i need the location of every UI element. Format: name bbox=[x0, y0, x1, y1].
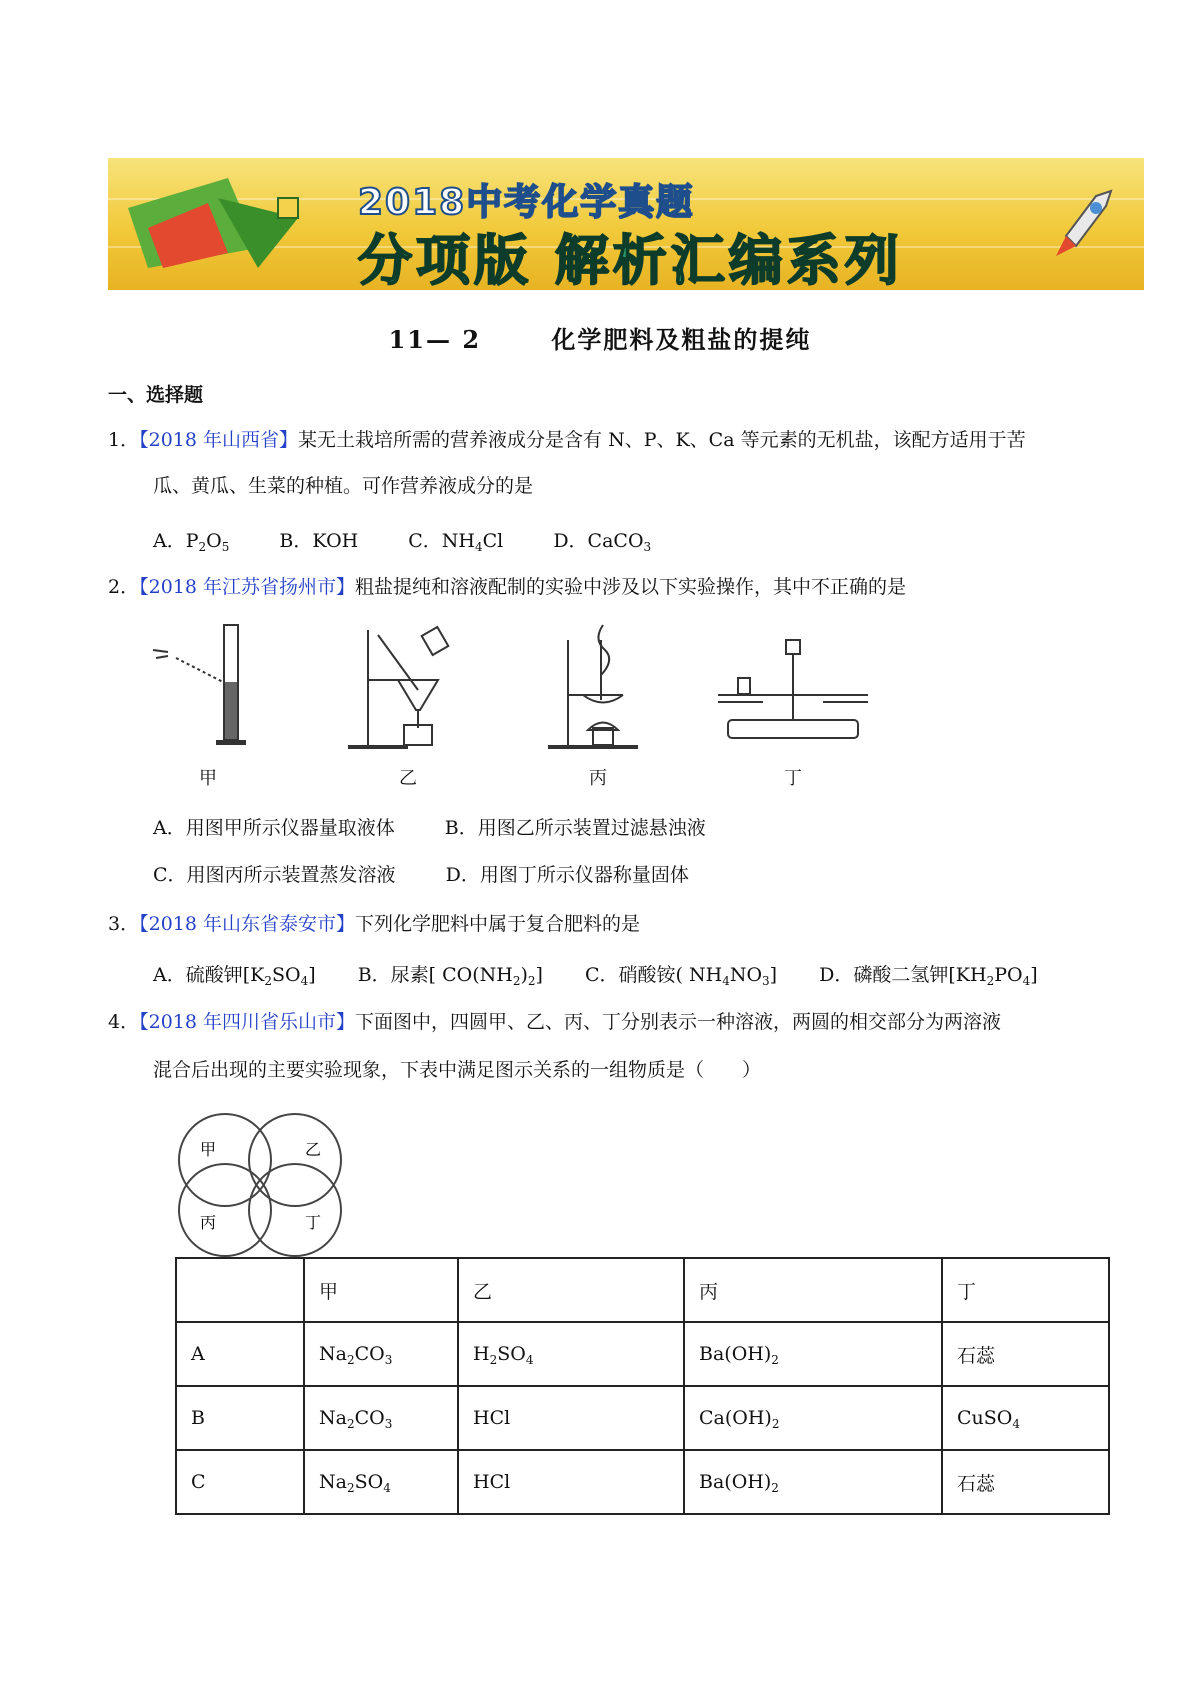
option-a: A．硫酸钾$[K_2SO_4]$ bbox=[153, 964, 316, 988]
figure-ding bbox=[708, 620, 878, 790]
table-cell: $Na_2SO_4$ bbox=[304, 1450, 458, 1514]
table-header-row bbox=[176, 1258, 1109, 1322]
table-cell: 丁 bbox=[942, 1258, 1109, 1322]
question-source: 2018 年四川省乐山市 bbox=[148, 1011, 337, 1033]
lab-figures bbox=[148, 620, 948, 790]
option-a: A．$P_2O_5$ bbox=[153, 530, 230, 554]
option-a: A．用图甲所示仪器量取液体 bbox=[153, 817, 395, 839]
option-c: C．硝酸铵( $NH_4NO_3$] bbox=[585, 964, 778, 988]
question-1-options bbox=[153, 526, 695, 553]
question-text: 下面图中，四圆甲、乙、丙、丁分别表示一种溶液，两圆的相交部分为两溶液 bbox=[355, 1011, 1002, 1033]
option-b: B．尿素[ $CO(NH_2)_2$] bbox=[357, 964, 543, 988]
venn-label-bing: 丙 bbox=[200, 1213, 217, 1232]
rocket-icon bbox=[1036, 176, 1126, 266]
question-source: 2018 年江苏省扬州市 bbox=[148, 576, 337, 598]
venn-label-ding: 丁 bbox=[305, 1213, 322, 1232]
question-number: 3． bbox=[108, 913, 140, 935]
section-heading: 一、选择题 bbox=[108, 384, 204, 406]
question-1: 1．【2018 年山西省】某无土栽培所需的营养液成分是含有 N、P、K、Ca 等元素的无机盐，该配方适用于苦 bbox=[108, 429, 1026, 451]
question-text: 某无土栽培所需的营养液成分是含有 N、P、K、Ca 等元素的无机盐，该配方适用于苦 bbox=[298, 429, 1026, 451]
kite-illustration bbox=[108, 158, 328, 290]
table-cell bbox=[176, 1258, 304, 1322]
figure-caption: 乙 bbox=[399, 768, 417, 789]
figure-caption: 甲 bbox=[199, 768, 217, 789]
page-title bbox=[0, 320, 1200, 355]
figure-caption: 丁 bbox=[784, 768, 802, 789]
table-cell: 丙 bbox=[684, 1258, 942, 1322]
question-number: 4． bbox=[108, 1011, 140, 1033]
venn-label-yi: 乙 bbox=[305, 1140, 322, 1159]
question-4-line-2: 混合后出现的主要实验现象，下表中满足图示关系的一组物质是（ ） bbox=[153, 1059, 762, 1081]
figure-yi bbox=[338, 620, 478, 790]
figure-caption: 丙 bbox=[589, 768, 607, 789]
venn-label-jia: 甲 bbox=[200, 1140, 217, 1159]
table-cell: $H_2SO_4$ bbox=[458, 1322, 684, 1386]
question-3: 3．【2018 年山东省泰安市】下列化学肥料中属于复合肥料的是 bbox=[108, 913, 641, 935]
question-3-options bbox=[153, 960, 1082, 987]
table-cell: $Na_2CO_3$ bbox=[304, 1322, 458, 1386]
table-row bbox=[176, 1450, 1109, 1514]
table-cell: 石蕊 bbox=[942, 1450, 1109, 1514]
question-source: 2018 年山东省泰安市 bbox=[148, 913, 337, 935]
figure-jia bbox=[148, 620, 268, 790]
table-cell: $Na_2CO_3$ bbox=[304, 1386, 458, 1450]
option-d: D．用图丁所示仪器称量固体 bbox=[445, 864, 689, 886]
venn-diagram bbox=[170, 1110, 360, 1260]
graduated-cylinder-icon bbox=[148, 620, 268, 760]
table-cell: 甲 bbox=[304, 1258, 458, 1322]
answer-table bbox=[175, 1257, 1110, 1515]
table-cell: $Ba(OH)_2$ bbox=[684, 1322, 942, 1386]
table-cell: $Ca(OH)_2$ bbox=[684, 1386, 942, 1450]
header-banner bbox=[108, 158, 1144, 290]
question-number: 1． bbox=[108, 429, 140, 451]
option-d: D．CaCO$_3$ bbox=[553, 530, 652, 554]
table-cell: CuSO$_4$ bbox=[942, 1386, 1109, 1450]
chapter-number: 11— 2 bbox=[388, 325, 482, 354]
evaporation-icon bbox=[543, 620, 653, 760]
question-number: 2． bbox=[108, 576, 140, 598]
question-source: 2018 年山西省 bbox=[148, 429, 280, 451]
table-cell: B bbox=[176, 1386, 304, 1450]
table-cell: A bbox=[176, 1322, 304, 1386]
question-text: 粗盐提纯和溶液配制的实验中涉及以下实验操作，其中不正确的是 bbox=[355, 576, 907, 598]
option-c: C．用图丙所示装置蒸发溶液 bbox=[153, 864, 396, 886]
table-cell: HCl bbox=[458, 1386, 684, 1450]
table-row bbox=[176, 1322, 1109, 1386]
table-cell: HCl bbox=[458, 1450, 684, 1514]
figure-bing bbox=[543, 620, 653, 790]
option-b: B．KOH bbox=[279, 530, 359, 552]
question-text: 下列化学肥料中属于复合肥料的是 bbox=[355, 913, 641, 935]
banner-line-2: 分项版 解析汇编系列 bbox=[358, 229, 903, 290]
question-2-options-row-1 bbox=[153, 813, 750, 840]
filtration-icon bbox=[338, 620, 478, 760]
question-2: 2．【2018 年江苏省扬州市】粗盐提纯和溶液配制的实验中涉及以下实验操作，其中不正确的是 bbox=[108, 576, 907, 598]
banner-line-1: 2018中考化学真题 bbox=[358, 182, 695, 223]
table-cell: 乙 bbox=[458, 1258, 684, 1322]
table-row bbox=[176, 1386, 1109, 1450]
option-b: B．用图乙所示装置过滤悬浊液 bbox=[444, 817, 706, 839]
question-2-options-row-2 bbox=[153, 860, 733, 887]
option-d: D．磷酸二氢钾$[KH_2PO_4]$ bbox=[819, 964, 1038, 988]
table-cell: C bbox=[176, 1450, 304, 1514]
question-4: 4．【2018 年四川省乐山市】下面图中，四圆甲、乙、丙、丁分别表示一种溶液，两圆的相交部分为两溶液 bbox=[108, 1011, 1002, 1033]
chapter-title: 化学肥料及粗盐的提纯 bbox=[551, 325, 812, 354]
option-c: C．$NH_4Cl$ bbox=[408, 530, 504, 554]
table-cell: 石蕊 bbox=[942, 1322, 1109, 1386]
table-cell: $Ba(OH)_2$ bbox=[684, 1450, 942, 1514]
balance-scale-icon bbox=[708, 620, 878, 760]
question-1-line-2: 瓜、黄瓜、生菜的种植。可作营养液成分的是 bbox=[153, 475, 534, 497]
